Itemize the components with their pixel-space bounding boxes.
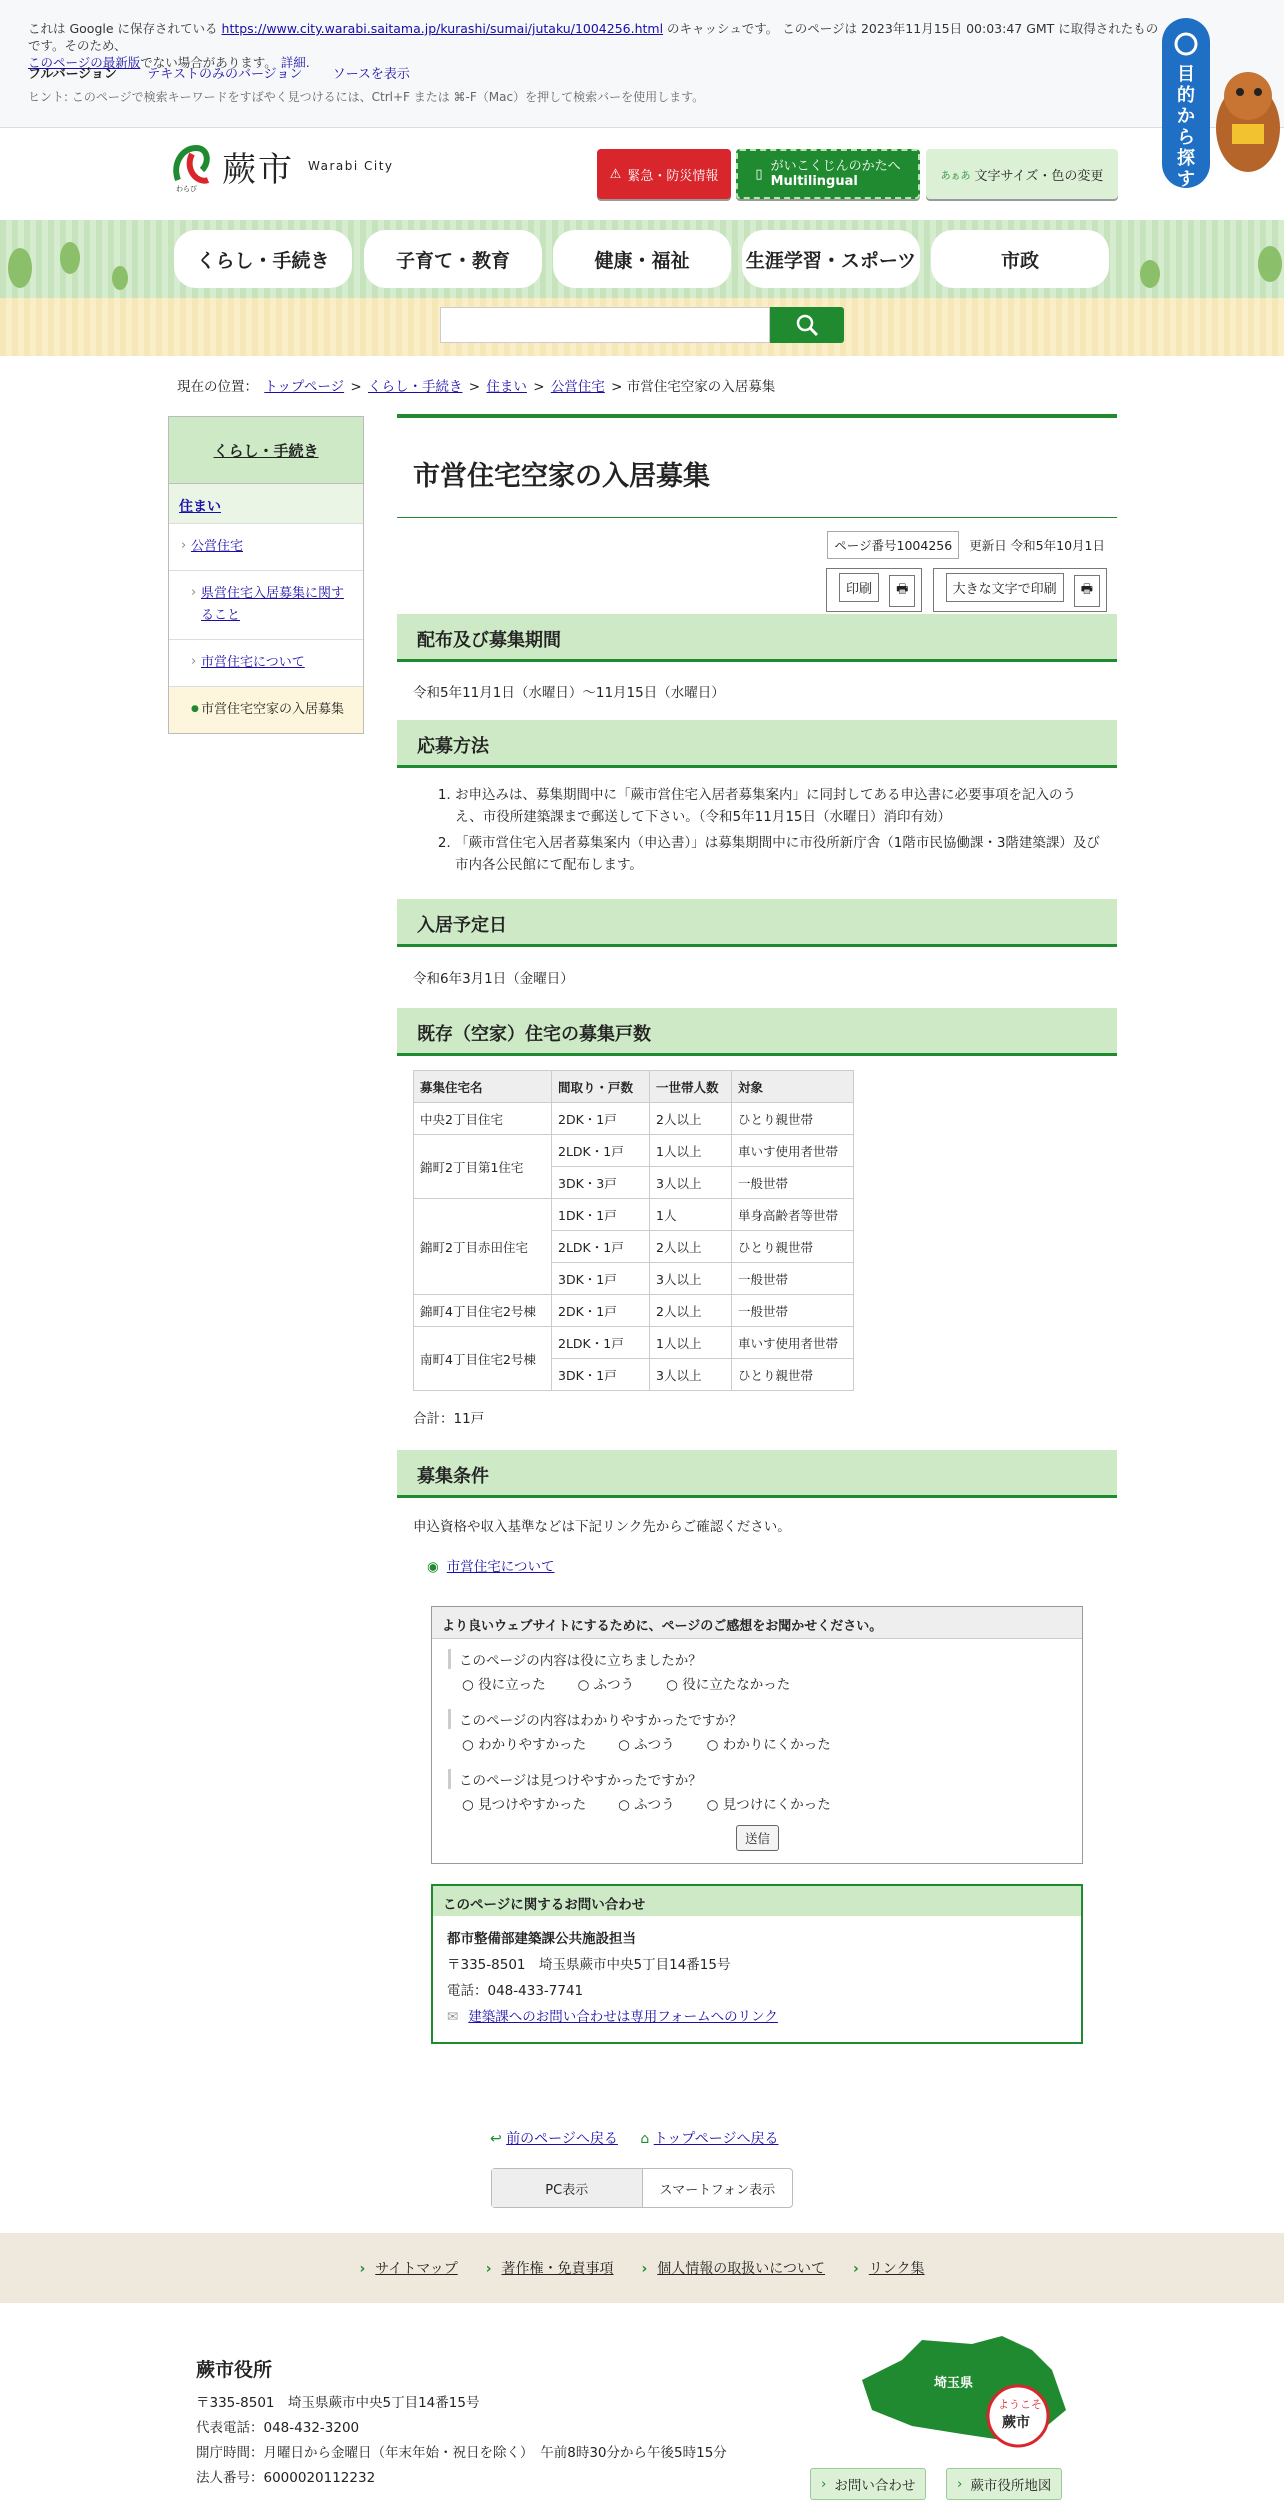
feedback-submit-button[interactable]: 送信 [736, 1825, 779, 1851]
top-page-link[interactable]: トップページへ戻る [653, 2131, 779, 2147]
map-pref-label: 埼玉県 [934, 2376, 974, 2391]
table-cell: 3DK・1戸 [552, 1263, 650, 1295]
feedback-options-1 [462, 1673, 1082, 1693]
units-table [413, 1070, 854, 1391]
detail-link[interactable]: 詳細 [280, 55, 306, 70]
main-content [397, 414, 1117, 2025]
cache-bar [0, 0, 1284, 128]
page-number: ページ番号1004256 [827, 531, 959, 559]
search-icon [795, 313, 819, 337]
table-cell: 2DK・1戸 [552, 1295, 650, 1327]
cache-versions [28, 63, 436, 82]
table-row [414, 1135, 854, 1167]
leaf-decoration-right-icon [1120, 228, 1284, 298]
method-item-1: 1. お申込みは、募集期間中に「蕨市営住宅入居者募集案内」に同封してある申込書に必要事項を記入のうえ、市役所建築課まで郵送して下さい。（令和5年11月15日（水曜日）消印有効） [455, 784, 1101, 828]
font-size-color-button[interactable] [926, 149, 1118, 199]
feedback-options-3 [462, 1793, 1082, 1813]
move-in-text: 令和6年3月1日（金曜日） [413, 971, 574, 987]
table-cell: 2DK・1戸 [552, 1103, 650, 1135]
nav-item-kurashi[interactable]: くらし・手続き [174, 230, 352, 288]
feedback-question-3: このページは見つけやすかったですか？ [448, 1769, 1066, 1789]
sidebar-title [169, 417, 363, 483]
back-arrow-icon: ↩ [490, 2131, 502, 2147]
map-city-label: 蕨市 [1002, 2415, 1030, 2431]
site-header [0, 128, 1284, 220]
radio-option[interactable]: ○ 役に立たなかった [666, 1677, 791, 1693]
search-button[interactable] [770, 307, 844, 343]
total-text: 合計：11戸 [413, 1411, 485, 1427]
table-header: 対象 [732, 1071, 854, 1103]
mascot-label: 目的から探す [1177, 64, 1195, 190]
radio-label: ふつう [593, 1677, 635, 1693]
cache-notice: これは Google に保存されている https://www.city.warabi.saitama.jp/kurashi/sumai/jutaku/1004256.html のキャッシュです。 このページは 2023年11月15日 00:03:47 GMT に取得されたものです。そのため、 このページの最新版でない場合があります。 詳細. [28, 21, 1159, 70]
table-cell: 1人 [650, 1199, 732, 1231]
footer-phone: 代表電話：048-432-3200 [196, 2420, 360, 2436]
warning-icon: ⚠ [609, 166, 622, 182]
multi-label-en: Multilingual [770, 174, 858, 189]
table-cell: 2LDK・1戸 [552, 1327, 650, 1359]
book-icon: ▯ [755, 166, 763, 182]
page-title: 市営住宅空家の入居募集 [413, 461, 710, 492]
contact-form-row [447, 2004, 1067, 2030]
feedback-question-2: このページの内容はわかりやすかったですか？ [448, 1709, 1066, 1729]
print-large-button[interactable] [933, 568, 1107, 612]
sidebar [168, 416, 364, 734]
sidebar-item-koei [169, 523, 363, 570]
text-only-link[interactable]: テキストのみのバージョン [147, 67, 303, 82]
section-heading-method: 応募方法 [397, 720, 1117, 768]
table-cell: 南町4丁目住宅2号棟 [414, 1327, 552, 1391]
mail-icon: ✉ [447, 2009, 459, 2025]
sidebar-item-kenei [169, 570, 363, 639]
breadcrumb-link-top[interactable]: トップページ [264, 379, 345, 395]
sidebar-link-shiei[interactable]: 市営住宅について [201, 655, 305, 670]
table-cell: ひとり親世帯 [732, 1103, 854, 1135]
bullet-icon: ◉ [427, 1559, 439, 1575]
view-switcher [491, 2168, 793, 2208]
site-logo[interactable] [168, 140, 394, 192]
radio-option[interactable]: ○ ふつう [618, 1797, 675, 1813]
font-size-label: 文字サイズ・色の変更 [974, 168, 1104, 184]
logo-mark-icon [168, 140, 216, 192]
radio-label: 見つけやすかった [478, 1797, 587, 1813]
emergency-label: 緊急・防災情報 [627, 168, 719, 184]
view-source-link[interactable]: ソースを表示 [332, 67, 410, 82]
map-welcome-label: ようこそ [998, 2398, 1042, 2411]
table-cell: 2人以上 [650, 1231, 732, 1263]
footer-map-label: 蕨市役所地図 [970, 2478, 1052, 2494]
nav-item-shogai[interactable]: 生涯学習・スポーツ [742, 230, 920, 288]
cache-text-b: のキャッシュです。 このページは 2023年11月15日 00:03:47 GMT に取得されたものです。そのため、 [28, 21, 1159, 53]
radio-label: わかりやすかった [478, 1737, 587, 1753]
footer-links [0, 2233, 1284, 2303]
smartphone-view-button[interactable]: スマートフォン表示 [659, 2182, 776, 2198]
sidebar-item-sumai[interactable]: 住まい [179, 499, 221, 515]
feedback-question-1: このページの内容は役に立ちましたか？ [448, 1649, 1066, 1669]
table-cell: 車いす使用者世帯 [732, 1327, 854, 1359]
method-item-2: 2. 「蕨市営住宅入居者募集案内（申込書）」は募集期間中に市役所新庁舎（1階市民協働課・3階建築課）及び市内各公民館にて配布します。 [455, 832, 1101, 876]
radio-option[interactable]: ○ ふつう [577, 1677, 635, 1693]
table-row [414, 1103, 854, 1135]
breadcrumb-link-kurashi[interactable]: くらし・手続き [368, 379, 463, 395]
table-header: 間取り・戸数 [552, 1071, 650, 1103]
table-cell: 2人以上 [650, 1295, 732, 1327]
emergency-button[interactable] [597, 149, 731, 199]
nav-item-kenko[interactable]: 健康・福祉 [553, 230, 731, 288]
feedback-form [431, 1606, 1083, 1864]
cache-text-c: でない場合があります。 [140, 55, 281, 70]
radio-label: わかりにくかった [722, 1737, 831, 1753]
table-cell: ひとり親世帯 [732, 1231, 854, 1263]
table-cell: 2LDK・1戸 [552, 1135, 650, 1167]
page-meta [827, 531, 1105, 559]
print-buttons [820, 568, 1107, 612]
search-bar [0, 298, 1284, 356]
table-cell: 車いす使用者世帯 [732, 1135, 854, 1167]
table-cell: 一般世帯 [732, 1167, 854, 1199]
table-row [414, 1199, 854, 1231]
table-header-row [414, 1071, 854, 1103]
period-text: 令和5年11月1日（水曜日）～11月15日（水曜日） [413, 685, 725, 701]
table-row [414, 1295, 854, 1327]
footer-corp-number: 法人番号：6000020112232 [196, 2470, 376, 2486]
cache-text-a: これは Google に保存されている [28, 21, 222, 36]
cache-hint: ヒント: このページで検索キーワードをすばやく見つけるには、Ctrl+F または ⌘-F（Mac）を押して検索バーを使用します。 [28, 90, 705, 104]
table-cell: 一般世帯 [732, 1295, 854, 1327]
table-cell: 1人以上 [650, 1135, 732, 1167]
arrow-icon: › [957, 2476, 963, 2492]
table-header: 一世帯人数 [650, 1071, 732, 1103]
arrow-icon: › [821, 2476, 827, 2492]
breadcrumb-current: 市営住宅空家の入居募集 [626, 379, 776, 395]
table-cell: 3人以上 [650, 1359, 732, 1391]
sidebar-link-koei[interactable]: 公営住宅 [191, 539, 244, 554]
radio-option[interactable]: ○ 役に立った [462, 1677, 546, 1693]
table-cell: 単身高齢者等世帯 [732, 1199, 854, 1231]
sidebar-item-shiei [169, 639, 363, 686]
home-icon: ⌂ [640, 2131, 650, 2147]
footer-map-button[interactable] [946, 2468, 1062, 2500]
table-cell: 3人以上 [650, 1167, 732, 1199]
table-cell: 2人以上 [650, 1103, 732, 1135]
table-cell: 錦町4丁目住宅2号棟 [414, 1295, 552, 1327]
radio-option[interactable]: ○ わかりにくかった [706, 1737, 831, 1753]
footer-link-links[interactable]: › リンク集 [853, 2258, 925, 2278]
radio-label: ふつう [634, 1797, 675, 1813]
contact-dept: 都市整備部建築課公共施設担当 [447, 1931, 636, 1947]
nav-item-shisei[interactable]: 市政 [931, 230, 1109, 288]
footer-link-copyright[interactable]: › 著作権・免責事項 [486, 2258, 614, 2278]
sidebar-title-link[interactable]: くらし・手続き [213, 441, 319, 460]
feedback-title: より良いウェブサイトにするために、ページのご感想をお聞かせください。 [432, 1607, 1082, 1639]
printer-icon: 🖶 [889, 575, 915, 607]
nav-item-kosodate[interactable]: 子育て・教育 [364, 230, 542, 288]
section-heading-conditions: 募集条件 [397, 1450, 1117, 1498]
contact-form-link[interactable]: 建築課へのお問い合わせは専用フォームへのリンク [468, 2009, 778, 2025]
table-cell: ひとり親世帯 [732, 1359, 854, 1391]
radio-label: 見つけにくかった [722, 1797, 831, 1813]
cache-url-link[interactable]: https://www.city.warabi.saitama.jp/kurashi/sumai/jutaku/1004256.html [221, 21, 664, 36]
contact-title: このページに関するお問い合わせ [433, 1886, 1081, 1916]
table-cell: 3DK・1戸 [552, 1359, 650, 1391]
logo-text-en: Warabi City [308, 159, 394, 173]
radio-option[interactable]: ○ 見つけにくかった [706, 1797, 831, 1813]
print-large-label: 大きな文字で印刷 [946, 573, 1064, 602]
logo-kana: わらび [176, 185, 197, 193]
table-cell: 中央2丁目住宅 [414, 1103, 552, 1135]
full-version: フルバージョン [28, 67, 118, 82]
table-row [414, 1327, 854, 1359]
radio-option[interactable]: ○ 見つけやすかった [462, 1797, 587, 1813]
contact-address: 〒335-8501 埼玉県蕨市中央5丁目14番15号 [447, 1957, 731, 1973]
back-links [490, 2128, 796, 2148]
saitama-map-icon [852, 2330, 1072, 2454]
feedback-options-2 [462, 1733, 1082, 1753]
latest-version-link[interactable]: このページの最新版 [28, 55, 141, 70]
purpose-search-mascot[interactable] [1148, 18, 1284, 198]
leaf-decoration-left-icon [0, 228, 160, 298]
print-button[interactable] [826, 568, 922, 612]
multi-label-jp: がいこくじんのかたへ [770, 159, 901, 174]
sidebar-link-kenei[interactable]: 県営住宅入居募集に関すること [201, 586, 345, 623]
logo-text-jp: 蕨市 [222, 149, 294, 190]
footer-link-privacy[interactable]: › 個人情報の取扱いについて [642, 2258, 826, 2278]
table-cell: 3人以上 [650, 1263, 732, 1295]
breadcrumb: 現在の位置： トップページ > くらし・手続き > 住まい > 公営住宅 > 市営住宅空家の入居募集 [177, 379, 776, 395]
section-heading-units: 既存（空家）住宅の募集戸数 [397, 1008, 1117, 1056]
footer-hours: 開庁時間：月曜日から金曜日（年末年始・祝日を除く） 午前8時30分から午後5時15分 [196, 2445, 727, 2461]
footer-contact-button[interactable] [810, 2468, 926, 2500]
section-heading-move-in: 入居予定日 [397, 899, 1117, 947]
contact-box [431, 1884, 1083, 2044]
breadcrumb-link-sumai[interactable]: 住まい [486, 379, 527, 395]
footer-contact-label: お問い合わせ [834, 2478, 916, 2494]
table-cell: 1人以上 [650, 1327, 732, 1359]
font-size-icon: あぁあ [940, 170, 971, 182]
table-cell: 錦町2丁目赤田住宅 [414, 1199, 552, 1295]
radio-label: 役に立った [478, 1677, 546, 1693]
search-input[interactable] [440, 307, 770, 343]
table-cell: 一般世帯 [732, 1263, 854, 1295]
conditions-link-row [427, 1556, 555, 1578]
prev-page-link[interactable]: 前のページへ戻る [506, 2131, 618, 2147]
table-cell: 2LDK・1戸 [552, 1231, 650, 1263]
radio-option[interactable]: ○ わかりやすかった [462, 1737, 587, 1753]
radio-label: ふつう [634, 1737, 675, 1753]
footer-org-name: 蕨市役所 [196, 2359, 273, 2381]
table-cell: 錦町2丁目第1住宅 [414, 1135, 552, 1199]
radio-label: 役に立たなかった [682, 1677, 791, 1693]
print-label: 印刷 [839, 573, 879, 602]
footer-address: 〒335-8501 埼玉県蕨市中央5丁目14番15号 [196, 2395, 480, 2411]
sidebar-item-current: ● 市営住宅空家の入居募集 [169, 686, 363, 733]
breadcrumb-label: 現在の位置： [177, 379, 258, 395]
radio-option[interactable]: ○ ふつう [618, 1737, 675, 1753]
printer-large-icon: 🖶 [1074, 575, 1100, 607]
footer-info [196, 2358, 727, 2491]
saitama-map [852, 2330, 1072, 2454]
sidebar-section [169, 483, 363, 523]
updated-date: 更新日 令和5年10月1日 [969, 538, 1105, 553]
shiei-jutaku-link[interactable]: 市営住宅について [446, 1559, 555, 1575]
method-list [437, 784, 1101, 876]
breadcrumb-link-koei[interactable]: 公営住宅 [550, 379, 605, 395]
footer-link-sitemap[interactable]: › サイトマップ [359, 2258, 457, 2278]
contact-phone: 電話：048-433-7741 [447, 1983, 584, 1999]
table-header: 募集住宅名 [414, 1071, 552, 1103]
pc-view-button[interactable]: PC表示 [492, 2169, 643, 2207]
global-nav [0, 220, 1284, 298]
section-heading-period: 配布及び募集期間 [397, 614, 1117, 662]
multilingual-button[interactable] [736, 149, 920, 199]
conditions-text: 申込資格や収入基準などは下記リンク先からご確認ください。 [413, 1519, 791, 1535]
table-cell: 1DK・1戸 [552, 1199, 650, 1231]
table-cell: 3DK・3戸 [552, 1167, 650, 1199]
